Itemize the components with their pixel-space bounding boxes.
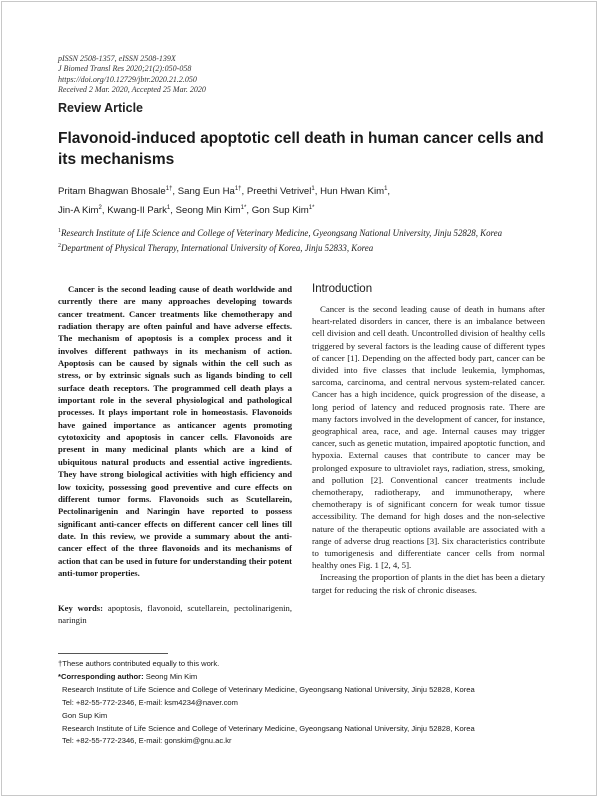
author-affiliation-marker: 2 [98, 205, 102, 212]
author-separator: , [246, 205, 252, 217]
second-corresponding-contact[interactable]: Tel: +82-55-772-2346, E-mail: gonskim@gnu.ac.kr [62, 736, 232, 746]
affiliations [58, 225, 548, 255]
intro-paragraph: Increasing the proportion of plants in the diet has been a dietary target for reducing the risk of chronic diseases. [312, 572, 545, 595]
corresponding-label: *Corresponding author: [58, 671, 144, 681]
author-name: Gon Sup Kim [251, 205, 309, 217]
author-affiliation-marker: 1† [165, 186, 173, 192]
author-list [58, 181, 548, 219]
corresponding-contact[interactable]: Tel: +82-55-772-2346, E-mail: ksm4234@naver.com [62, 697, 238, 707]
affiliation-text: Department of Physical Therapy, International University of Korea, Jinju 52833, Korea [61, 242, 374, 253]
journal-citation: J Biomed Transl Res 2020;21(2):050-058 [58, 64, 192, 74]
author-name: Jin-A Kim [58, 205, 99, 217]
keywords-label: Key words: [58, 603, 103, 613]
second-corresponding-affiliation: Research Institute of Life Science and College of Veterinary Medicine, Gyeongsang National University, Jinju 52828, Korea [62, 723, 475, 733]
keywords [58, 602, 292, 627]
corresponding-affiliation: Research Institute of Life Science and College of Veterinary Medicine, Gyeongsang National University, Jinju 52828, Korea [62, 684, 475, 694]
author-affiliation-marker: 1 [311, 186, 315, 192]
author-name: Preethi Vetrivel [246, 186, 312, 198]
author [176, 205, 252, 216]
author [252, 205, 315, 216]
author-separator: , [172, 186, 178, 198]
abstract: Cancer is the second leading cause of death worldwide and currently there are many approaches developing towards cancer treatment. Cancer treatments like chemotherapy and radiation therapy are often painful and have adverse effects. The mechanism of apoptosis is a complex process and it involves different pathways in its mechanism of action. Apoptosis can be caused by signals within the cell such as stress, or by extrinsic signals such as ligands binding to cell surface death receptors. The programmed cell death plays a important role in the several physiological and pathological processes. It plays important role in homeostasis. Flavonoids have gained importance as anticancer agents promoting cytotoxicity and apoptosis in cancer cells. Flavonoids are present in many medicinal plants which are a kind of ubiquitous natural products and essential active ingredients. They have strong biological activities with high efficiency and low toxicity, possessing good preventive and cure effects on different tumor forms. Flavonoids such as Scutellarein, Pectolinarigenin and Naringin have reported to possess significant anti-cancer effects on different cancer cell lines till date. In this review, we provide a summary about the anti-cancer effect of the three flavonoids and its mechanisms of action that can be used in future for understanding their potent anti-tumor properties. [58, 284, 292, 578]
author-separator: , [170, 205, 176, 217]
doi-link[interactable]: https://doi.org/10.12729/jbtr.2020.21.2.050 [58, 74, 197, 84]
author-separator: , [241, 186, 247, 198]
affiliation-marker: 1 [58, 228, 61, 234]
journal-meta [58, 54, 206, 95]
author-separator: , [314, 186, 321, 198]
author-affiliation-marker: 1 [384, 186, 388, 192]
paper-title: Flavonoid-induced apoptotic cell death in human cancer cells and its mechanisms [58, 130, 544, 168]
author [247, 186, 320, 197]
author-name: Hun Hwan Kim [320, 186, 385, 198]
section-heading-introduction: Introduction [312, 283, 373, 295]
author-affiliation-marker: 1* [308, 205, 315, 212]
author [58, 186, 178, 197]
affiliation [58, 240, 548, 254]
footnote-divider [58, 653, 168, 654]
affiliation [58, 225, 548, 239]
author-affiliation-marker: 1* [240, 205, 247, 212]
author-separator: , [387, 186, 391, 198]
author-affiliation-marker: 1† [234, 186, 242, 192]
author [320, 186, 390, 197]
affiliation-marker: 2 [58, 242, 61, 249]
author-name: Pritam Bhagwan Bhosale [58, 186, 166, 198]
author-affiliation-marker: 1 [166, 205, 171, 212]
second-corresponding-name: Gon Sup Kim [62, 710, 108, 720]
author-name: Seong Min Kim [175, 205, 241, 217]
intro-paragraph: Cancer is the second leading cause of death in humans after heart-related disorders in cancer, there is an imbalance between cell division and cell death. Uncontrolled division of healthy cells triggered by several factors is the leading cause of different types of cancer [1]. Depending on the affected body part, cancer can be divided into five classes that include leukemia, lymphomas, sarcoma, carcinoma, and central nervous system-related cancer. Cancer has a high incidence, quick progression of the disease, a long period of latency and reduced prognosis rate. There are many factors involved in the development of cancer, for instance, geographical area, race, and age. Internal causes may trigger cancer, such as genetic mutation, impaired apoptotic function, and hypoxia. External causes that contribute to cancer may be prolonged exposure to ultraviolet rays, radiation, stress, smoking, and pollution [2]. Conventional cancer treatments include chemotherapy, radiotherapy, and immunotherapy, where chemotherapy is of significant concern for weak tumor tissue accessibility. The demand for high doses and the non-selective nature of the therapeutic options available are associated with a range of adverse drug reactions [3]. Six characteristics contribute to tumorigenesis and differentiate cancer cells from normal healthy ones Fig. 1 [2, 4, 5]. [312, 304, 545, 571]
received-dates: Received 2 Mar. 2020, Accepted 25 Mar. 2020 [58, 84, 206, 94]
author [58, 205, 107, 216]
article-type: Review Article [58, 101, 143, 115]
author [107, 205, 175, 216]
author-separator: , [101, 205, 108, 217]
keywords-list: apoptosis, flavonoid, scutellarein, pectolinarigenin, naringin [58, 603, 292, 626]
corresponding-name: Seong Min Kim [143, 671, 198, 681]
author-name: Sang Eun Ha [177, 186, 235, 198]
issn-line: pISSN 2508-1357, eISSN 2508-139X [58, 54, 176, 63]
corresponding-author-line [58, 671, 548, 684]
footnotes [58, 658, 548, 748]
affiliation-text: Research Institute of Life Science and College of Veterinary Medicine, Gyeongsang National University, Jinju 52828, Korea [61, 227, 503, 238]
introduction-body [312, 303, 545, 596]
author [178, 186, 247, 197]
author-name: Kwang-Il Park [107, 205, 167, 217]
equal-contribution-note: †These authors contributed equally to this work. [58, 659, 220, 668]
